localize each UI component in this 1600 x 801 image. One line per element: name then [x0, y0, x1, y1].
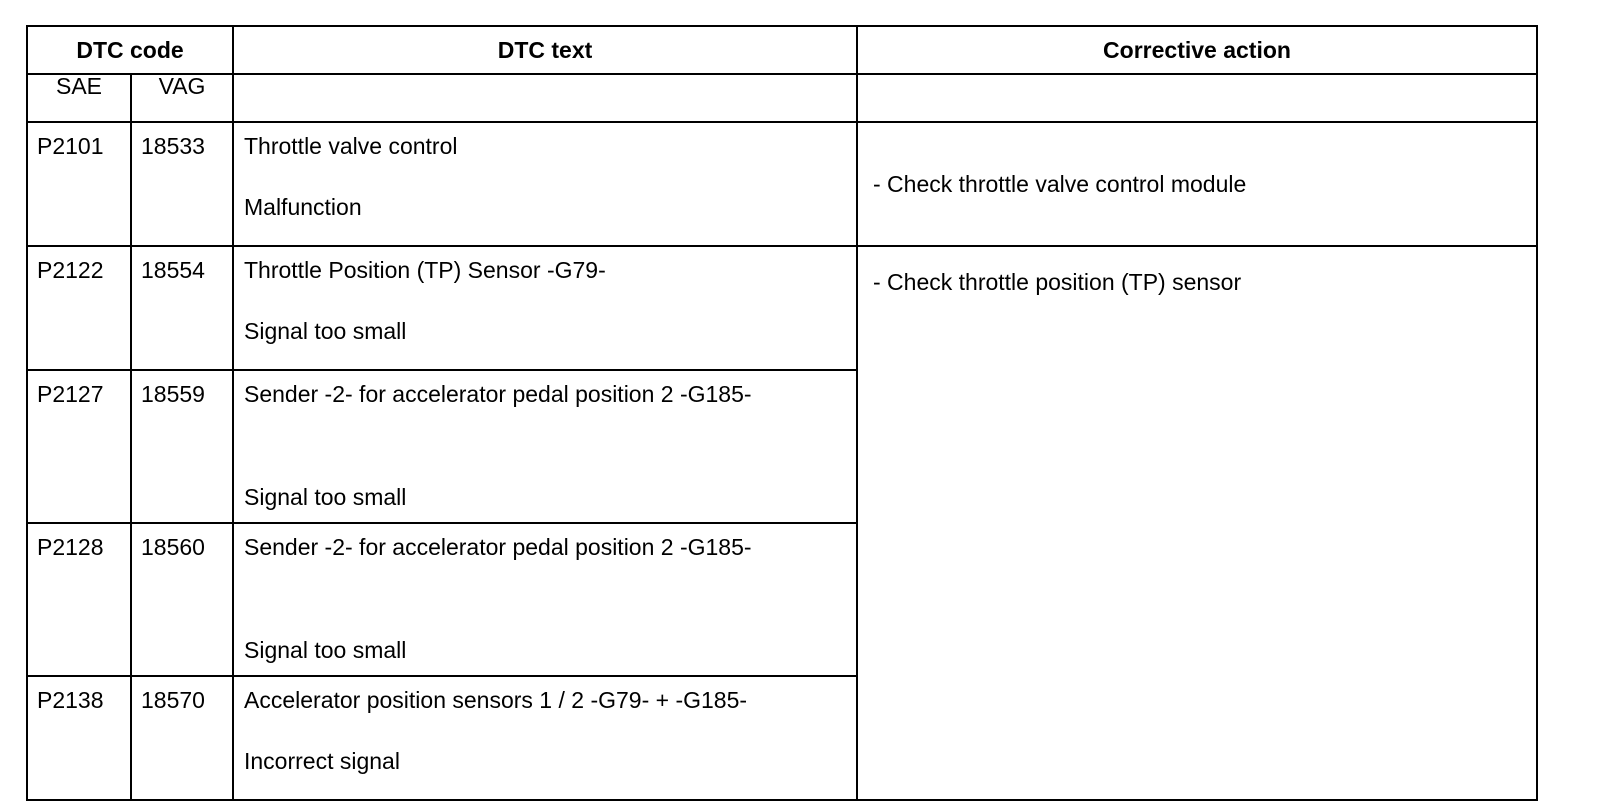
dtc-text-line1: Throttle valve control — [244, 133, 458, 159]
header-corrective-action: Corrective action — [857, 26, 1537, 74]
subheader-sae: SAE — [27, 74, 131, 122]
sae-code: P2128 — [27, 523, 131, 676]
subheader-vag: VAG — [131, 74, 233, 122]
vag-code: 18560 — [131, 523, 233, 676]
table-row — [27, 246, 1537, 370]
header-dtc-code: DTC code — [27, 26, 233, 74]
dtc-text-line1: Accelerator position sensors 1 / 2 -G79- + -G185- — [244, 687, 748, 713]
dtc-text-line2: Incorrect signal — [244, 748, 400, 774]
dtc-text-cell — [233, 246, 857, 370]
sae-code: P2127 — [27, 370, 131, 523]
sae-code: P2138 — [27, 676, 131, 800]
sae-code: P2101 — [27, 122, 131, 246]
dtc-text-cell — [233, 676, 857, 800]
header-dtc-text: DTC text — [233, 26, 857, 74]
vag-code: 18554 — [131, 246, 233, 370]
dtc-text-line2: Signal too small — [244, 637, 407, 663]
dtc-text-line2: Malfunction — [244, 194, 362, 220]
header-row — [27, 26, 1537, 74]
dtc-text-line2: Signal too small — [244, 484, 407, 510]
sae-code: P2122 — [27, 246, 131, 370]
corrective-action-cell: - Check throttle position (TP) sensor — [857, 246, 1537, 800]
subheader-action-empty — [857, 74, 1537, 122]
dtc-text-line1: Throttle Position (TP) Sensor -G79- — [244, 257, 606, 283]
subheader-text-empty — [233, 74, 857, 122]
dtc-text-cell — [233, 523, 857, 676]
dtc-text-line1: Sender -2- for accelerator pedal position 2 -G185- — [244, 534, 752, 560]
dtc-text-line1: Sender -2- for accelerator pedal position 2 -G185- — [244, 381, 752, 407]
dtc-table — [26, 25, 1538, 801]
vag-code: 18570 — [131, 676, 233, 800]
table-row — [27, 122, 1537, 246]
vag-code: 18533 — [131, 122, 233, 246]
corrective-action-cell: - Check throttle valve control module — [857, 122, 1537, 246]
dtc-text-cell — [233, 122, 857, 246]
dtc-text-line2: Signal too small — [244, 318, 407, 344]
vag-code: 18559 — [131, 370, 233, 523]
subheader-row — [27, 74, 1537, 122]
dtc-text-cell — [233, 370, 857, 523]
